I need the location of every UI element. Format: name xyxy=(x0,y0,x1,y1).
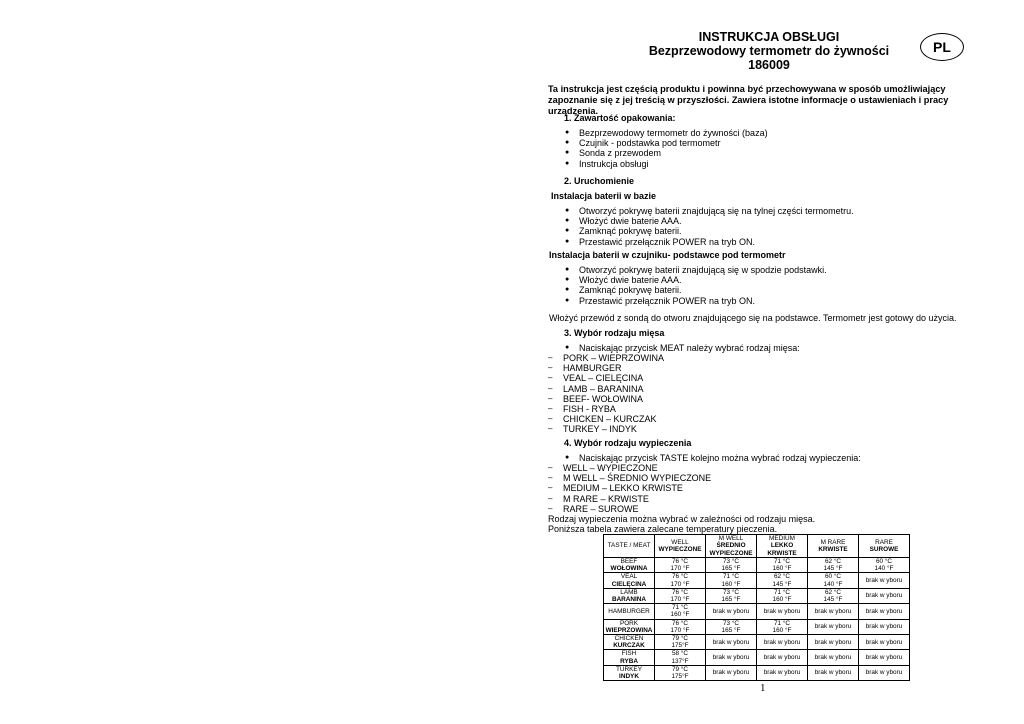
cell-line: 175°F xyxy=(671,673,689,681)
cell-line: 165 °F xyxy=(721,596,741,604)
cell-line: 62 °C xyxy=(824,558,842,565)
cell-line: brak w yboru xyxy=(712,607,750,615)
table-cell xyxy=(655,665,706,680)
row-header xyxy=(604,635,655,650)
cell-line: 170 °F xyxy=(670,626,690,634)
cell-line: 175°F xyxy=(671,642,689,650)
list-item: – HAMBURGER xyxy=(548,363,664,373)
cell-line: 76 °C xyxy=(671,558,689,565)
table-cell xyxy=(757,573,808,588)
list-item: ● Otworzyć pokrywę baterii znajdującą się w spodzie podstawki. xyxy=(564,265,827,275)
table-column-header xyxy=(808,535,859,558)
cell-line: brak w yboru xyxy=(865,592,903,600)
cell-line: 160 °F xyxy=(772,626,792,634)
list-item: ● Przestawić przełącznik POWER na tryb ON. xyxy=(564,296,827,306)
cell-line: 76 °C xyxy=(671,573,689,581)
doc-title: INSTRUKCJA OBSŁUGI xyxy=(698,30,840,44)
list-item: – BEEF- WOŁOWINA xyxy=(548,394,664,404)
table-cell xyxy=(757,588,808,603)
table-cell xyxy=(706,573,757,588)
table-cell xyxy=(706,558,757,573)
table-cell xyxy=(706,650,757,665)
row-label-en: TURKEY xyxy=(616,665,642,673)
row-label-en: HAMBURGER xyxy=(608,607,650,615)
section-startup xyxy=(564,176,634,186)
cell-line: brak w yboru xyxy=(865,577,903,584)
row-label-en: CHICKEN xyxy=(614,635,644,643)
cell-line: brak w yboru xyxy=(814,607,852,615)
row-header xyxy=(604,604,655,619)
list-item: ● Zamknąć pokrywę baterii. xyxy=(564,285,827,295)
cell-line: brak w yboru xyxy=(763,607,801,615)
cell-line: brak w yboru xyxy=(865,638,903,646)
cell-line: 140 °F xyxy=(823,580,843,588)
section-meat-heading: 3. Wybór rodzaju mięsa xyxy=(564,328,665,338)
table-row xyxy=(604,558,910,573)
taste-note-2: Poniższa tabela zawiera zalecane temperatury pieczenia. xyxy=(548,524,778,534)
table-cell xyxy=(757,650,808,665)
taste-bullet: ● Naciskając przycisk TASTE kolejno można wybrać rodzaj wypieczenia: xyxy=(564,453,861,463)
row-header xyxy=(604,619,655,634)
row-label-pl: WIEPRZOWINA xyxy=(605,626,653,634)
table-row xyxy=(604,665,910,680)
column-label-en: M WELL xyxy=(718,535,744,543)
cell-line: 62 °C xyxy=(824,588,842,596)
base-battery-list xyxy=(564,206,854,247)
cell-line: 145 °F xyxy=(823,596,843,604)
column-label-en: WELL xyxy=(671,538,689,546)
taste-list xyxy=(548,463,711,514)
table-cell xyxy=(655,619,706,634)
cell-line: 62 °C xyxy=(773,573,791,581)
row-label-pl: BARANINA xyxy=(611,596,647,604)
table-cell xyxy=(859,604,910,619)
cell-line: brak w yboru xyxy=(814,623,852,631)
cell-line: 160 °F xyxy=(772,565,792,573)
section-contents xyxy=(564,113,676,123)
list-item: ● Sonda z przewodem xyxy=(564,148,768,158)
list-item: – M WELL – ŚREDNIO WYPIECZONE xyxy=(548,473,711,483)
table-cell xyxy=(706,604,757,619)
table-cell xyxy=(808,635,859,650)
table-cell xyxy=(706,588,757,603)
cell-line: brak w yboru xyxy=(814,669,852,677)
cell-line: 165 °F xyxy=(721,626,741,634)
row-header xyxy=(604,558,655,573)
cell-line: 160 °F xyxy=(670,611,690,619)
table-cell xyxy=(706,635,757,650)
cell-line: brak w yboru xyxy=(763,654,801,662)
cell-line: brak w yboru xyxy=(712,654,750,662)
page-number: 1 xyxy=(760,682,766,694)
cell-line: 71 °C xyxy=(773,619,791,627)
table-cell xyxy=(808,619,859,634)
cell-line: brak w yboru xyxy=(712,669,750,677)
table-cell xyxy=(655,650,706,665)
row-header xyxy=(604,650,655,665)
table-corner-cell: TASTE / MEAT xyxy=(604,535,655,558)
table-cell xyxy=(706,619,757,634)
row-label-pl: WOŁOWINA xyxy=(610,565,648,573)
cell-line: 160 °F xyxy=(772,596,792,604)
cell-line: 73 °C xyxy=(722,619,740,627)
table-cell xyxy=(757,619,808,634)
cell-line: 79 °C xyxy=(671,635,689,643)
cell-line: 79 °C xyxy=(671,665,689,673)
row-label-en: LAMB xyxy=(620,588,638,596)
column-label-en: RARE xyxy=(875,538,893,546)
table-cell xyxy=(757,665,808,680)
list-item: ● Czujnik - podstawka pod termometr xyxy=(564,138,768,148)
table-cell xyxy=(859,635,910,650)
meat-list-wrap xyxy=(548,353,664,435)
table-row xyxy=(604,650,910,665)
table-cell xyxy=(859,588,910,603)
contents-list-wrap xyxy=(564,128,768,169)
table-cell xyxy=(808,558,859,573)
list-item: – RARE – SUROWE xyxy=(548,504,711,514)
cell-line: 137°F xyxy=(671,657,689,665)
row-label-pl: CIELĘCINA xyxy=(611,580,647,588)
table-header-row xyxy=(604,535,910,558)
cell-line: brak w yboru xyxy=(763,638,801,646)
table-cell xyxy=(808,650,859,665)
meat-list xyxy=(548,353,664,435)
list-item: – VEAL – CIELĘCINA xyxy=(548,373,664,383)
row-label-en: PORK xyxy=(619,619,639,627)
cell-line: 71 °C xyxy=(773,588,791,596)
list-item: ● Zamknąć pokrywę baterii. xyxy=(564,226,854,236)
list-item: ● Otworzyć pokrywę baterii znajdującą się na tylnej części termometru. xyxy=(564,206,854,216)
cell-line: 71 °C xyxy=(671,604,689,612)
cell-line: 73 °C xyxy=(722,558,740,565)
subheading-base-battery: Instalacja baterii w bazie xyxy=(551,191,657,201)
section-taste-heading: 4. Wybór rodzaju wypieczenia xyxy=(564,438,692,448)
meat-bullet-wrap xyxy=(564,343,800,353)
cell-line: 170 °F xyxy=(670,565,690,573)
table-cell xyxy=(859,650,910,665)
row-header xyxy=(604,665,655,680)
table-cell xyxy=(859,665,910,680)
table-column-header xyxy=(757,535,808,558)
cell-line: 145 °F xyxy=(823,565,843,573)
table-cell xyxy=(808,604,859,619)
taste-note-1: Rodzaj wypieczenia można wybrać w zależności od rodzaju mięsa. xyxy=(548,514,816,524)
table-row xyxy=(604,604,910,619)
column-label-en: MEDIUM xyxy=(769,535,795,543)
list-item: ● Przestawić przełącznik POWER na tryb ON. xyxy=(564,237,854,247)
table-cell xyxy=(757,604,808,619)
table-column-header xyxy=(859,535,910,558)
table-row xyxy=(604,635,910,650)
temperature-table xyxy=(603,534,910,681)
column-label-pl: SUROWE xyxy=(869,546,899,553)
row-label-pl: RYBA xyxy=(620,657,638,665)
section-heading: 1. Zawartość opakowania: xyxy=(564,113,676,123)
row-header xyxy=(604,573,655,588)
row-label-en: BEEF xyxy=(620,558,638,565)
cell-line: 140 °F xyxy=(874,565,894,573)
cell-line: 60 °C xyxy=(824,573,842,581)
intro-paragraph: Ta instrukcja jest częścią produktu i powinna być przechowywana w sposób umożliwiający zapoznanie się z jej treścią w przyszłości. Zawiera istotne informacje o ustawieniach i pracy urządzenia. xyxy=(548,84,949,116)
cell-line: brak w yboru xyxy=(712,638,750,646)
table-cell xyxy=(859,619,910,634)
cell-line: 145 °F xyxy=(772,580,792,588)
cell-line: 58 °C xyxy=(671,650,689,658)
cell-line: 165 °F xyxy=(721,565,741,573)
list-item: – FISH - RYBA xyxy=(548,404,664,414)
table-cell xyxy=(655,573,706,588)
cell-line: 60 °C xyxy=(875,558,893,565)
cell-line: 71 °C xyxy=(722,573,740,581)
cell-line: brak w yboru xyxy=(814,654,852,662)
list-item: ● Włożyć dwie baterie AAA. xyxy=(564,216,854,226)
meat-bullet-list xyxy=(564,343,800,353)
list-item: ● Włożyć dwie baterie AAA. xyxy=(564,275,827,285)
list-item: – CHICKEN – KURCZAK xyxy=(548,414,664,424)
row-label-en: VEAL xyxy=(620,573,638,581)
cell-line: 160 °F xyxy=(721,580,741,588)
row-label-pl: KURCZAK xyxy=(613,642,645,650)
table-cell xyxy=(706,665,757,680)
cell-line: brak w yboru xyxy=(865,669,903,677)
base-battery-list-wrap xyxy=(564,206,854,247)
cell-line: 71 °C xyxy=(773,558,791,565)
table-cell xyxy=(757,558,808,573)
cell-line: 73 °C xyxy=(722,588,740,596)
language-badge: PL xyxy=(920,33,964,61)
table-column-header xyxy=(706,535,757,558)
list-item: – MEDIUM – LEKKO KRWISTE xyxy=(548,483,711,493)
meat-bullet: ● Naciskając przycisk MEAT należy wybrać rodzaj mięsa: xyxy=(564,343,800,353)
list-item: ● Instrukcja obsługi xyxy=(564,159,768,169)
taste-list-wrap xyxy=(548,463,711,514)
table-row xyxy=(604,619,910,634)
cell-line: 170 °F xyxy=(670,596,690,604)
table-cell xyxy=(808,588,859,603)
list-item: – PORK – WIEPRZOWINA xyxy=(548,353,664,363)
row-label-pl: INDYK xyxy=(619,673,639,681)
doc-code: 186009 xyxy=(748,58,790,72)
taste-bullet-list xyxy=(564,453,861,463)
list-item: – TURKEY – INDYK xyxy=(548,424,664,434)
sensor-battery-list xyxy=(564,265,827,306)
list-item: ● Bezprzewodowy termometr do żywności (baza) xyxy=(564,128,768,138)
table-cell xyxy=(757,635,808,650)
table-column-header xyxy=(655,535,706,558)
cell-line: brak w yboru xyxy=(865,623,903,631)
column-label-pl: ŚREDNIO WYPIECZONE xyxy=(709,542,753,557)
list-item: – WELL – WYPIECZONE xyxy=(548,463,711,473)
section-heading: 2. Uruchomienie xyxy=(564,176,635,186)
cell-line: brak w yboru xyxy=(814,638,852,646)
sensor-battery-list-wrap xyxy=(564,265,827,306)
table-cell xyxy=(808,665,859,680)
cell-line: brak w yboru xyxy=(865,607,903,615)
subheading-sensor-battery: Instalacja baterii w czujniku- podstawce pod termometr xyxy=(549,250,786,260)
table-cell xyxy=(655,588,706,603)
table-cell xyxy=(859,558,910,573)
row-label-en: FISH xyxy=(621,650,637,658)
column-label-pl: LEKKO KRWISTE xyxy=(767,542,797,557)
cell-line: 76 °C xyxy=(671,619,689,627)
column-label-pl: KRWISTE xyxy=(818,546,848,553)
row-header xyxy=(604,588,655,603)
list-item: – LAMB – BARANINA xyxy=(548,384,664,394)
table-cell xyxy=(859,573,910,588)
contents-list xyxy=(564,128,768,169)
cell-line: 76 °C xyxy=(671,588,689,596)
table-cell xyxy=(808,573,859,588)
probe-note: Włożyć przewód z sondą do otworu znajdującego się na podstawce. Termometr jest gotowy do użycia. xyxy=(549,313,957,323)
list-item: – M RARE – KRWISTE xyxy=(548,494,711,504)
taste-bullet-wrap xyxy=(564,453,861,463)
cell-line: brak w yboru xyxy=(865,654,903,662)
table-cell xyxy=(655,604,706,619)
column-label-en: M RARE xyxy=(820,538,846,546)
column-label-pl: WYPIECZONE xyxy=(658,546,702,553)
cell-line: brak w yboru xyxy=(763,669,801,677)
table-row xyxy=(604,573,910,588)
doc-subtitle: Bezprzewodowy termometr do żywności xyxy=(648,44,890,58)
table-cell xyxy=(655,635,706,650)
table-cell xyxy=(655,558,706,573)
cell-line: 170 °F xyxy=(670,580,690,588)
table-row xyxy=(604,588,910,603)
